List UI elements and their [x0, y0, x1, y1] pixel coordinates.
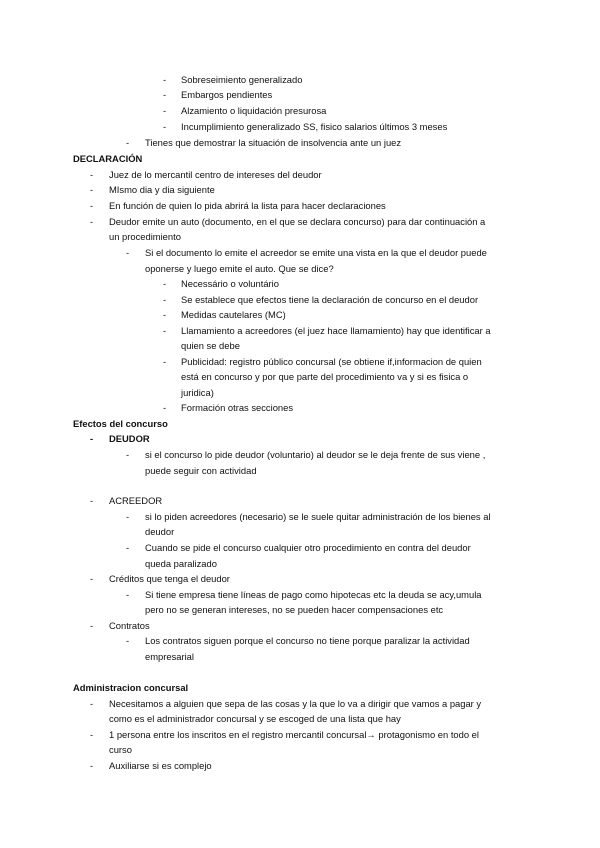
- list-item: Tienes que demostrar la situación de insolvencia ante un juez: [145, 137, 402, 148]
- bullet-dash: -: [90, 184, 94, 195]
- list-item: Medidas cautelares (MC): [181, 309, 286, 320]
- bullet-dash: -: [126, 247, 130, 258]
- bullet-dash: -: [163, 105, 167, 116]
- list-item-continuation: pero no se generan intereses, no se pueden hacer compensaciones etc: [145, 604, 444, 615]
- bullet-dash: -: [126, 635, 130, 646]
- list-item: si el concurso lo pide deudor (voluntario) al deudor se le deja frente de sus viene ,: [145, 449, 486, 460]
- list-item-continuation: como es el administrador concursal y se escoged de una lista que hay: [109, 713, 401, 724]
- bullet-dash: -: [90, 433, 94, 444]
- list-item: Incumplimiento generalizado SS, fisico salarios últimos 3 meses: [181, 121, 448, 132]
- list-item: Publicidad: registro público concursal (se obtiene if,informacion de quien: [181, 356, 482, 367]
- bullet-dash: -: [90, 200, 94, 211]
- list-item-continuation: puede seguir con actividad: [145, 465, 257, 476]
- bullet-dash: -: [90, 729, 94, 740]
- list-item-continuation: juridica): [181, 387, 214, 398]
- list-item-continuation: deudor: [145, 526, 175, 537]
- bullet-dash: -: [90, 760, 94, 771]
- bullet-dash: -: [126, 511, 130, 522]
- list-item: Contratos: [109, 620, 150, 631]
- list-item-continuation: oponerse y luego emite el auto. Que se dice?: [145, 263, 334, 274]
- bullet-dash: -: [163, 309, 167, 320]
- subheading-acreedor: ACREEDOR: [109, 495, 163, 506]
- list-item: Auxiliarse si es complejo: [109, 760, 212, 771]
- bullet-dash: -: [90, 698, 94, 709]
- bullet-dash: -: [90, 573, 94, 584]
- list-item-continuation: queda paralizado: [145, 558, 217, 569]
- bullet-dash: -: [90, 216, 94, 227]
- list-item: Llamamiento a acreedores (el juez hace llamamiento) hay que identificar a: [181, 325, 491, 336]
- list-item: Sobreseimiento generalizado: [181, 74, 303, 85]
- list-item: Se establece que efectos tiene la declaración de concurso en el deudor: [181, 294, 479, 305]
- bullet-dash: -: [90, 495, 94, 506]
- bullet-dash: -: [126, 449, 130, 460]
- bullet-dash: -: [126, 542, 130, 553]
- list-item: Si el documento lo emite el acreedor se emite una vista en la que el deudor puede: [145, 247, 487, 258]
- bullet-dash: -: [163, 325, 167, 336]
- list-item: Juez de lo mercantil centro de intereses del deudor: [109, 169, 322, 180]
- list-item: Formación otras secciones: [181, 402, 294, 413]
- list-item: Si tiene empresa tiene líneas de pago como hipotecas etc la deuda se acy,umula: [145, 589, 482, 600]
- list-item-continuation: empresarial: [145, 651, 194, 662]
- bullet-dash: -: [163, 89, 167, 100]
- bullet-dash: -: [90, 620, 94, 631]
- list-item: MIsmo dia y dia siguiente: [109, 184, 215, 195]
- list-item: Embargos pendientes: [181, 89, 273, 100]
- section-heading-efectos: Efectos del concurso: [73, 418, 168, 429]
- bullet-dash: -: [163, 402, 167, 413]
- list-item: Necessário o voluntário: [181, 278, 279, 289]
- bullet-dash: -: [126, 589, 130, 600]
- bullet-dash: -: [90, 169, 94, 180]
- list-item: Créditos que tenga el deudor: [109, 573, 230, 584]
- bullet-dash: -: [126, 137, 130, 148]
- list-item-continuation: un procedimiento: [109, 231, 181, 242]
- list-item: Cuando se pide el concurso cualquier otro procedimiento en contra del deudor: [145, 542, 471, 553]
- section-heading-administracion: Administracion concursal: [73, 682, 189, 693]
- bullet-dash: -: [163, 356, 167, 367]
- list-item: En función de quien lo pida abrirá la lista para hacer declaraciones: [109, 200, 386, 211]
- subheading-deudor: DEUDOR: [109, 433, 150, 444]
- list-item: Deudor emite un auto (documento, en el que se declara concurso) para dar continuación a: [109, 216, 486, 227]
- list-item: Los contratos siguen porque el concurso no tiene porque paralizar la actividad: [145, 635, 470, 646]
- bullet-dash: -: [163, 74, 167, 85]
- section-heading-declaracion: DECLARACIÓN: [73, 153, 143, 164]
- bullet-dash: -: [163, 121, 167, 132]
- list-item-continuation: está en concurso y por que parte del procedimiento va y si es fisica o: [181, 371, 469, 382]
- list-item: Necesitamos a alguien que sepa de las cosas y la que lo va a dirigir que vamos a pagar y: [109, 698, 482, 709]
- bullet-dash: -: [163, 294, 167, 305]
- list-item-continuation: quien se debe: [181, 340, 240, 351]
- list-item-continuation: curso: [109, 744, 132, 755]
- list-item: 1 persona entre los inscritos en el registro mercantil concursal→ protagonismo en todo el: [109, 729, 479, 740]
- bullet-dash: -: [163, 278, 167, 289]
- list-item: Alzamiento o liquidación presurosa: [181, 105, 327, 116]
- list-item: si lo piden acreedores (necesario) se le suele quitar administración de los bienes al: [145, 511, 491, 522]
